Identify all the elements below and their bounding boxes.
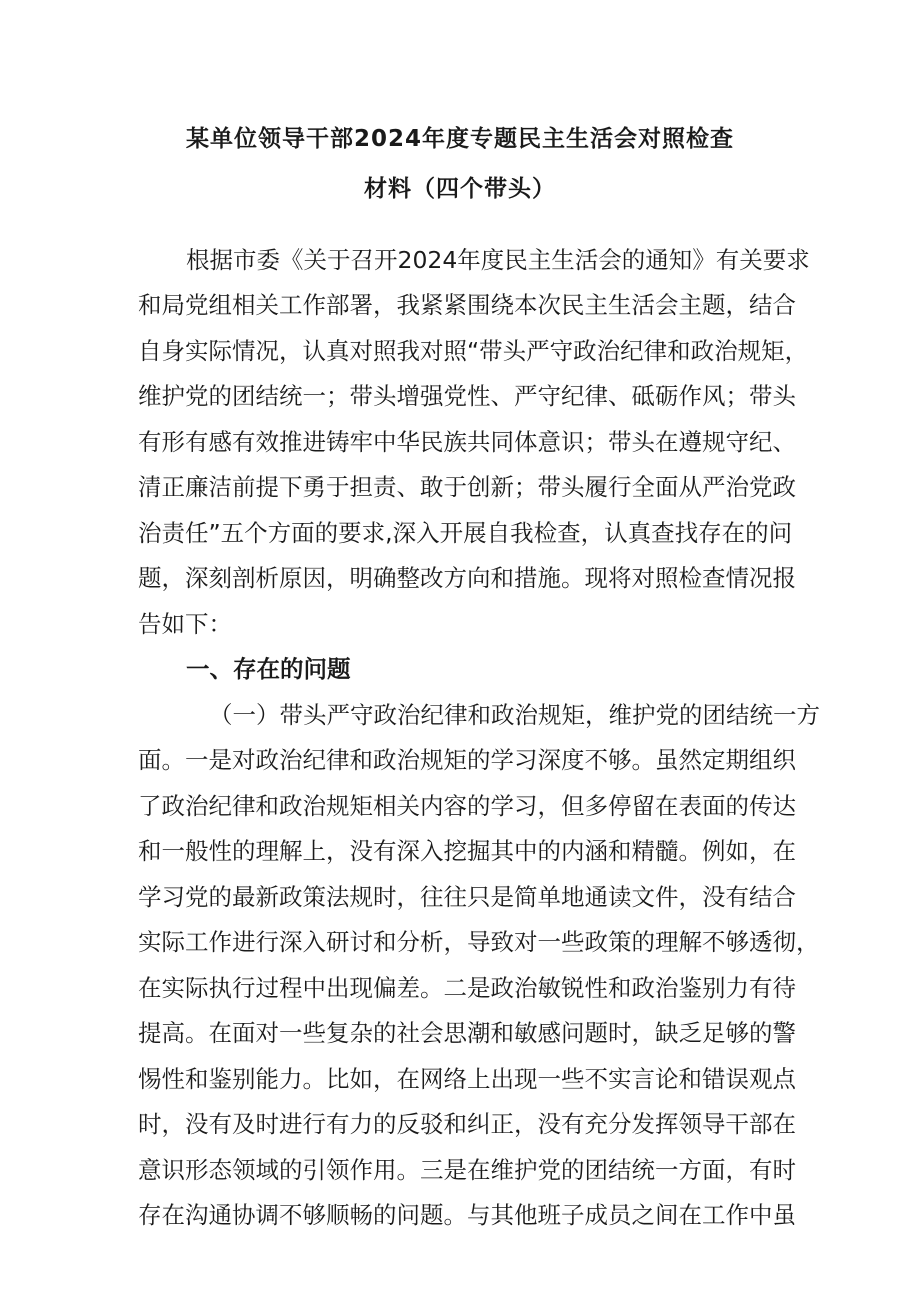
body-line: 了政治纪律和政治规矩相关内容的学习，但多停留在表面的传达 bbox=[138, 792, 796, 820]
section-heading: 一、存在的问题 bbox=[186, 655, 351, 683]
body-line: 和一般性的理解上，没有深入挖掘其中的内涵和精髓。例如，在 bbox=[138, 837, 796, 865]
document-title-line-1: 某单位领导干部2024年度专题民主生活会对照检查 bbox=[185, 126, 734, 152]
body-line: （一）带头严守政治纪律和政治规矩，维护党的团结统一方 bbox=[209, 701, 820, 729]
intro-line: 自身实际情况，认真对照我对照“带头严守政治纪律和政治规矩， bbox=[138, 337, 809, 365]
intro-line: 告如下： bbox=[138, 610, 232, 638]
document-title-line-2: 材料（四个带头） bbox=[364, 176, 556, 202]
body-line: 在实际执行过程中出现偏差。二是政治敏锐性和政治鉴别力有待 bbox=[138, 974, 796, 1002]
body-line: 意识形态领域的引领作用。三是在维护党的团结统一方面，有时 bbox=[138, 1156, 796, 1184]
body-line: 惕性和鉴别能力。比如，在网络上出现一些不实言论和错误观点 bbox=[138, 1065, 796, 1093]
intro-line: 治责任”五个方面的要求,深入开展自我检查，认真查找存在的问 bbox=[138, 519, 793, 547]
intro-line: 和局党组相关工作部署，我紧紧围绕本次民主生活会主题，结合 bbox=[138, 291, 796, 319]
intro-line: 清正廉洁前提下勇于担责、敢于创新；带头履行全面从严治党政 bbox=[138, 473, 796, 501]
intro-line: 有形有感有效推进铸牢中华民族共同体意识；带头在遵规守纪、 bbox=[138, 428, 796, 456]
body-line: 面。一是对政治纪律和政治规矩的学习深度不够。虽然定期组织 bbox=[138, 746, 796, 774]
body-line: 实际工作进行深入研讨和分析，导致对一些政策的理解不够透彻， bbox=[138, 928, 820, 956]
intro-line: 题，深刻剖析原因，明确整改方向和措施。现将对照检查情况报 bbox=[138, 564, 796, 592]
intro-line: 根据市委《关于召开2024年度民主生活会的通知》有关要求 bbox=[186, 246, 810, 274]
body-line: 提高。在面对一些复杂的社会思潮和敏感问题时，缺乏足够的警 bbox=[138, 1019, 796, 1047]
body-line: 存在沟通协调不够顺畅的问题。与其他班子成员之间在工作中虽 bbox=[138, 1201, 796, 1229]
body-line: 学习党的最新政策法规时，往往只是简单地通读文件，没有结合 bbox=[138, 883, 796, 911]
intro-line: 维护党的团结统一；带头增强党性、严守纪律、砥砺作风；带头 bbox=[138, 382, 796, 410]
body-line: 时，没有及时进行有力的反驳和纠正，没有充分发挥领导干部在 bbox=[138, 1110, 796, 1138]
